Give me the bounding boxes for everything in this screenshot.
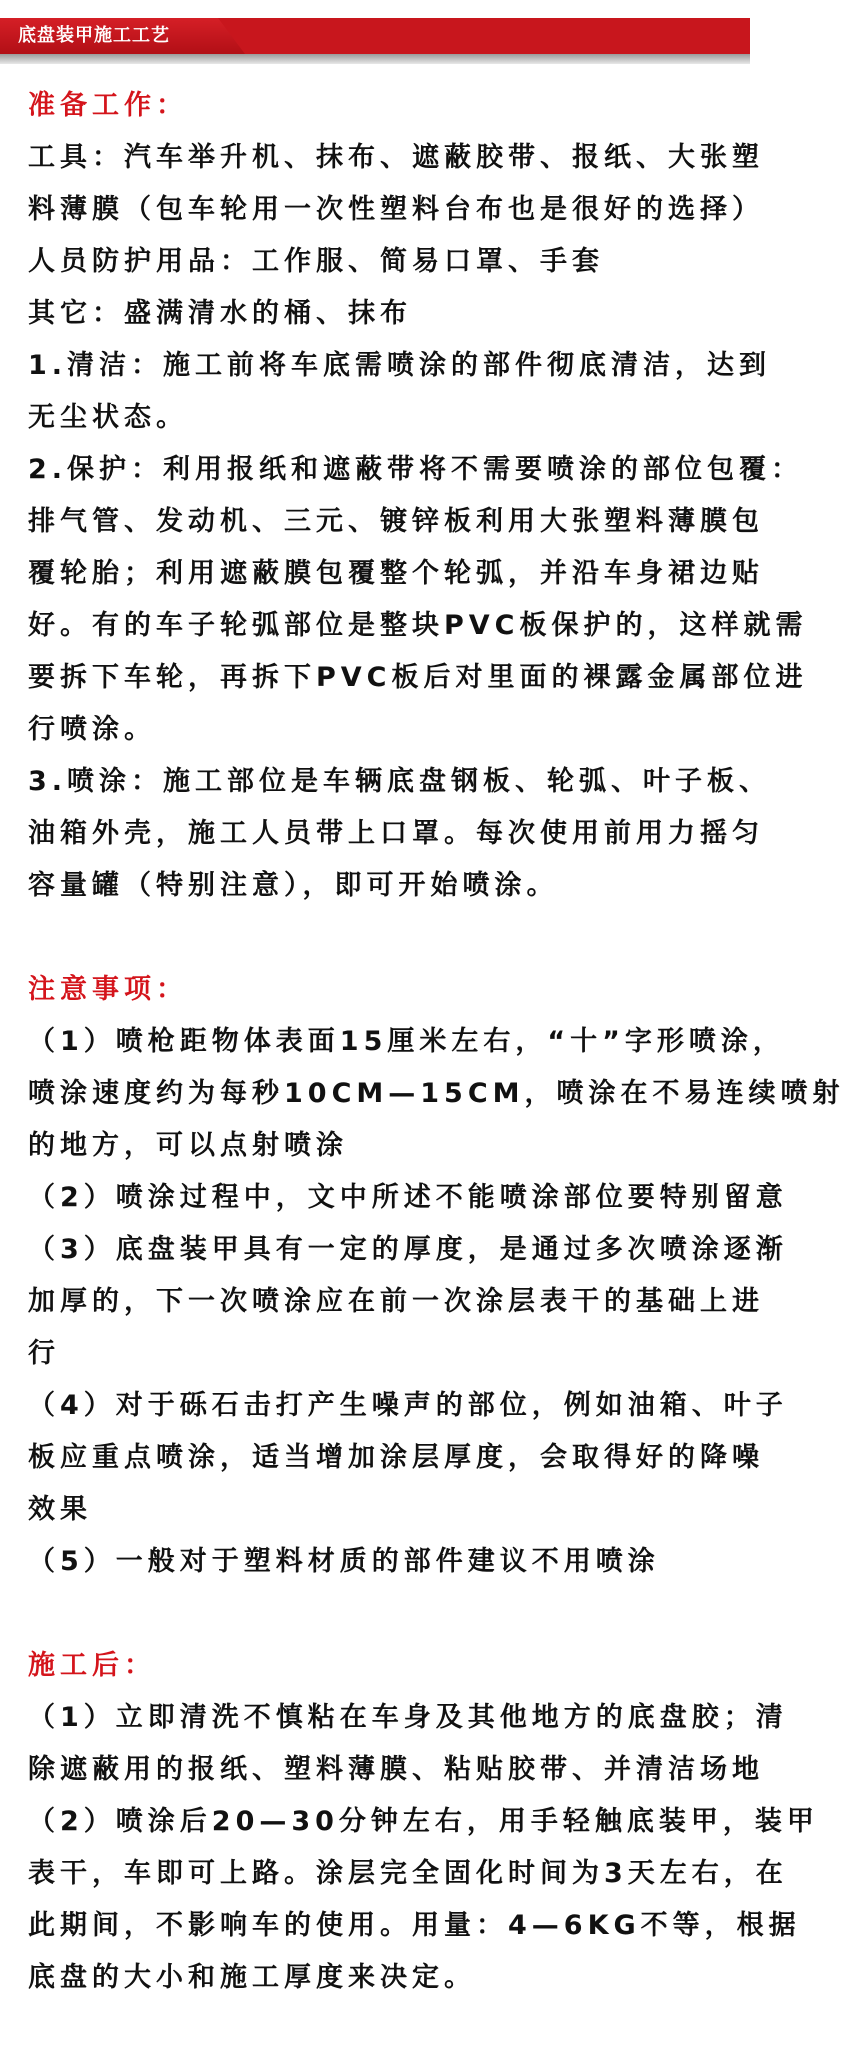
text-line: 排气管、发动机、三元、镀锌板利用大张塑料薄膜包: [28, 506, 764, 537]
text-line: 除遮蔽用的报纸、塑料薄膜、粘贴胶带、并清洁场地: [28, 1754, 764, 1785]
text-line: 料薄膜（包车轮用一次性塑料台布也是很好的选择）: [28, 194, 764, 225]
text-line: （1）立即清洗不慎粘在车身及其他地方的底盘胶；清: [28, 1702, 788, 1733]
text-line: 加厚的，下一次喷涂应在前一次涂层表干的基础上进: [28, 1286, 764, 1317]
text-line: （1）喷枪距物体表面15厘米左右，“十”字形喷涂，: [28, 1026, 785, 1057]
text-line: 表干，车即可上路。涂层完全固化时间为3天左右，在: [28, 1858, 788, 1889]
text-line: 油箱外壳，施工人员带上口罩。每次使用前用力摇匀: [28, 818, 764, 849]
text-line: 行喷涂。: [28, 714, 156, 745]
header-shadow: [0, 54, 750, 64]
text-line: 人员防护用品：工作服、简易口罩、手套: [28, 246, 604, 277]
text-line: 行: [28, 1338, 60, 1369]
text-line: 3.喷涂：施工部位是车辆底盘钢板、轮弧、叶子板、: [28, 766, 772, 797]
text-line: 喷涂速度约为每秒10CM—15CM，喷涂在不易连续喷射: [28, 1078, 845, 1109]
section-spacer: [28, 912, 728, 964]
text-line: 2.保护：利用报纸和遮蔽带将不需要喷涂的部位包覆：: [28, 454, 804, 485]
article-body: [28, 80, 845, 2004]
text-line: 工具：汽车举升机、抹布、遮蔽胶带、报纸、大张塑: [28, 142, 764, 173]
section-title: 准备工作：: [28, 90, 188, 121]
text-line: 效果: [28, 1494, 92, 1525]
text-line: 此期间，不影响车的使用。用量：4—6KG不等，根据: [28, 1910, 801, 1941]
section-precautions: [28, 964, 845, 1588]
text-line: （3）底盘装甲具有一定的厚度，是通过多次喷涂逐渐: [28, 1234, 788, 1265]
text-line: （4）对于砾石击打产生噪声的部位，例如油箱、叶子: [28, 1390, 788, 1421]
text-line: 要拆下车轮，再拆下PVC板后对里面的裸露金属部位进: [28, 662, 808, 693]
text-line: 的地方，可以点射喷涂: [28, 1130, 348, 1161]
header-title: 底盘装甲施工工艺: [18, 25, 170, 46]
text-line: 底盘的大小和施工厚度来决定。: [28, 1962, 476, 1993]
text-line: （2）喷涂过程中，文中所述不能喷涂部位要特别留意: [28, 1182, 788, 1213]
text-line: 板应重点喷涂，适当增加涂层厚度，会取得好的降噪: [28, 1442, 764, 1473]
text-line: 覆轮胎；利用遮蔽膜包覆整个轮弧，并沿车身裙边贴: [28, 558, 764, 589]
section-spacer: [28, 1588, 728, 1640]
section-title: 注意事项：: [28, 974, 188, 1005]
section-after-construction: [28, 1640, 819, 2004]
text-line: 其它：盛满清水的桶、抹布: [28, 298, 412, 329]
section-preparation: [28, 80, 808, 912]
text-line: 1.清洁：施工前将车底需喷涂的部件彻底清洁，达到: [28, 350, 772, 381]
section-title: 施工后：: [28, 1650, 156, 1681]
text-line: 好。有的车子轮弧部位是整块PVC板保护的，这样就需: [28, 610, 808, 641]
text-line: 容量罐（特别注意），即可开始喷涂。: [28, 870, 559, 901]
text-line: （5）一般对于塑料材质的部件建议不用喷涂: [28, 1546, 660, 1577]
text-line: （2）喷涂后20—30分钟左右，用手轻触底装甲，装甲: [28, 1806, 819, 1837]
text-line: 无尘状态。: [28, 402, 188, 433]
